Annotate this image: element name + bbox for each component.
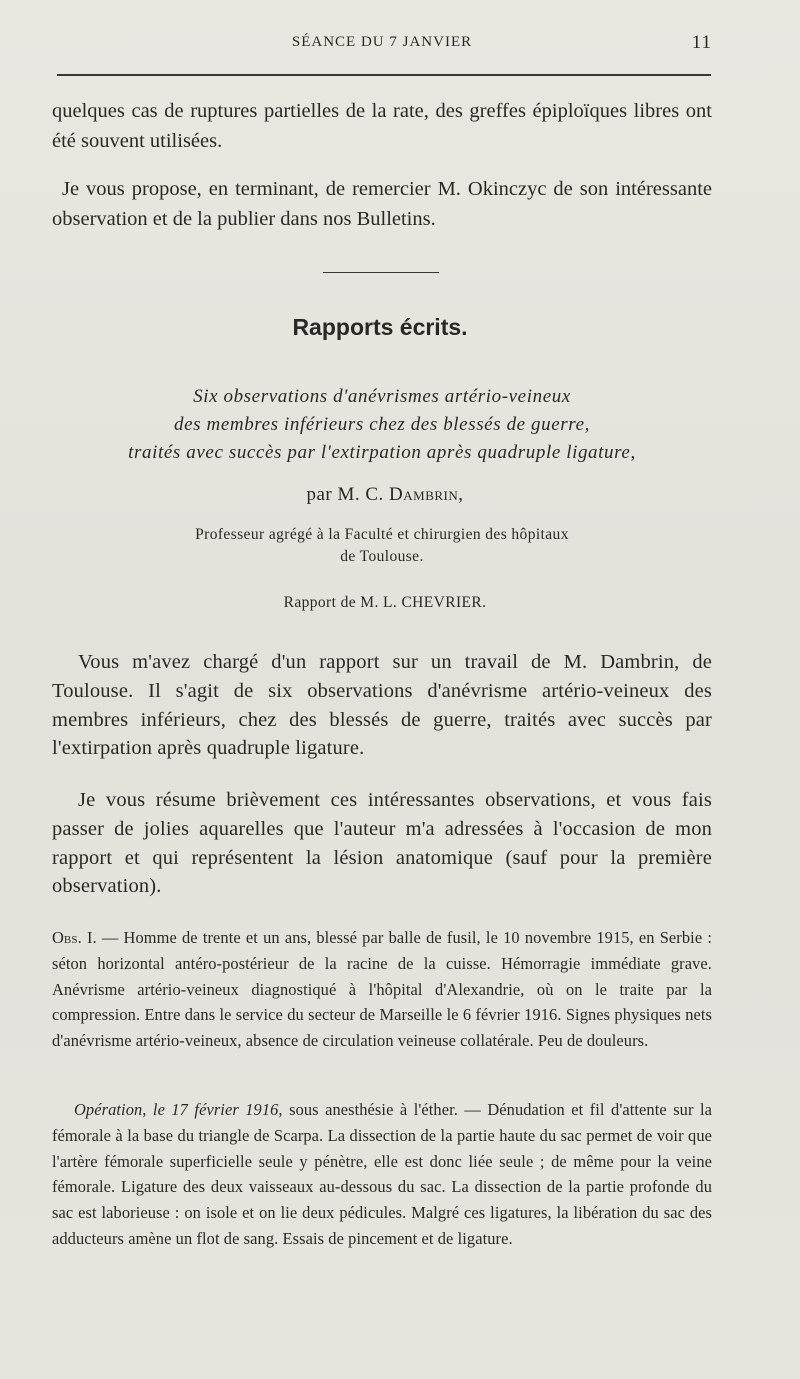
observation-paragraph: [52, 925, 712, 1054]
running-head: [52, 34, 712, 58]
author-affiliation: [52, 524, 712, 568]
article-title-line-3: traités avec succès par l'extirpation après quadruple ligature,: [128, 442, 636, 463]
running-head-title: SÉANCE DU 7 JANVIER: [291, 34, 473, 50]
continuation-paragraph-1: quelques cas de ruptures partielles de la rate, des greffes épiploïques libres ont été souvent utilisées.: [52, 100, 712, 152]
section-title: Rapports écrits.: [292, 314, 468, 340]
section-divider: [323, 272, 439, 273]
header-rule: [57, 74, 711, 76]
affiliation-line-2: de Toulouse.: [340, 548, 424, 565]
body-paragraph-2: Je vous résume brièvement ces intéressantes observations, et vous fais passer de jolies aquarelles que l'auteur m'a adressées à l'occasion de mon rapport et qui représentent la lésion anatomique (sauf pour la première observation).: [52, 789, 712, 898]
operation-paragraph: [52, 1097, 712, 1252]
article-title: [52, 383, 712, 467]
observation-text: — Homme de trente et un ans, blessé par balle de fusil, le 10 novembre 1915, en Serbie : séton horizontal antéro-postérieur de la racine de la cuisse. Hémorragie immédiate grave. Anévrisme artério-veineux diagnostiqué à l'hôpital d'Alexandrie, où on le traite par la compression. Entre dans le service du secteur de Marseille le 6 février 1916. Signes physiques nets d'anévrisme artério-veineux, absence de circulation veineuse collatérale. Peu de douleurs.: [52, 928, 713, 1051]
author-line: [0, 484, 770, 506]
report-by-line: Rapport de M. L. CHEVRIER.: [283, 594, 487, 611]
observation-label: Obs. I.: [52, 928, 97, 947]
operation-label: Opération, le 17 février 1916,: [74, 1100, 283, 1119]
author-name: Dambrin,: [389, 484, 464, 505]
author-prefix: par M. C.: [306, 484, 384, 505]
operation-text: sous anesthésie à l'éther. — Dénudation et fil d'attente sur la fémorale à la base du triangle de Scarpa. La dissection de la partie haute du sac permet de voir que l'artère fémorale superficielle seule y pénètre, elle est donc liée seule ; de même pour la veine fémorale. Ligature des deux vaisseaux au-dessous du sac. La dissection de la partie profonde du sac est laborieuse : on isole et on lie deux pédicules. Malgré ces ligatures, la libération du sac des adducteurs amène un flot de sang. Essais de pincement et de ligature.: [52, 1100, 713, 1248]
affiliation-line-1: Professeur agrégé à la Faculté et chirurgien des hôpitaux: [195, 526, 569, 543]
article-title-line-1: Six observations d'anévrismes artério-veineux: [193, 386, 571, 407]
body-paragraph-1: Vous m'avez chargé d'un rapport sur un travail de M. Dambrin, de Toulouse. Il s'agit de six observations d'anévrisme artério-veineux des membres inférieurs, chez des blessés de guerre, traités avec succès par l'extirpation après quadruple ligature.: [52, 651, 712, 760]
article-title-line-2: des membres inférieurs chez des blessés de guerre,: [174, 414, 590, 435]
continuation-paragraph-2: Je vous propose, en terminant, de remercier M. Okinczyc de son intéressante observation et de la publier dans nos Bulletins.: [52, 178, 712, 230]
page-number: 11: [691, 32, 712, 53]
